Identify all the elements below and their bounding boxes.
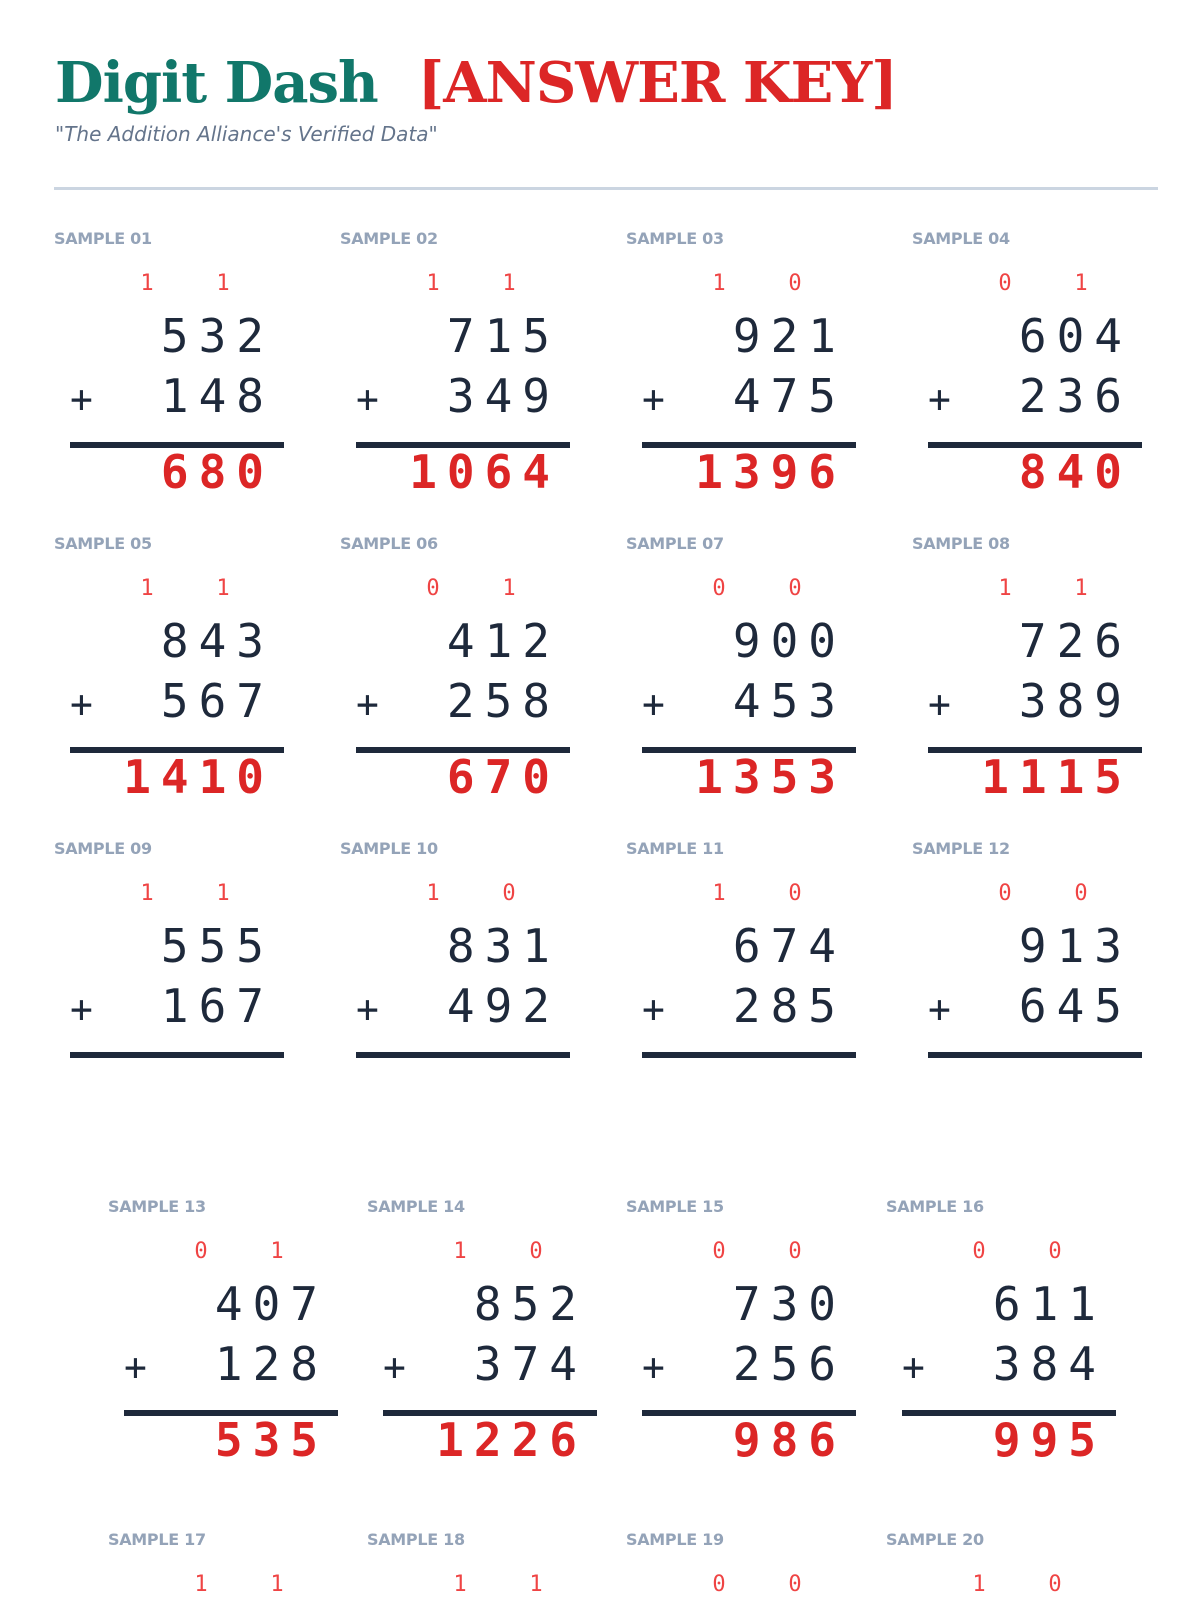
problem-label: SAMPLE 11 [626,839,724,858]
bottom-addend: 167 [160,979,274,1033]
problem-label: SAMPLE 19 [626,1530,724,1549]
problem-card [626,839,846,1129]
answer-value: 1064 [409,445,560,499]
problem-card [886,1530,1106,1600]
carry-digit: 1 [529,1572,543,1597]
problem-card [367,1197,587,1487]
bottom-addend: 349 [446,369,560,423]
carry-digit: 0 [1048,1572,1062,1597]
bottom-addend: 258 [446,674,560,728]
page-subtitle: "The Addition Alliance's Verified Data" [55,122,438,146]
carry-digit: 1 [140,271,154,296]
problem-card [108,1530,328,1600]
top-addend: 604 [1018,309,1132,363]
carry-digit: 0 [998,881,1012,906]
answer-value: 670 [446,750,560,804]
carry-digit: 0 [712,576,726,601]
problem-card [912,839,1132,1129]
carry-digit: 0 [194,1239,208,1264]
plus-sign: + [356,987,379,1031]
carry-digit: 1 [194,1572,208,1597]
problem-card [626,1197,846,1487]
carry-digit: 1 [502,576,516,601]
problem-card [626,534,846,824]
worksheet-header [55,50,897,146]
carry-digit: 0 [788,271,802,296]
plus-sign: + [902,1345,925,1389]
bottom-addend: 389 [1018,674,1132,728]
carry-digit: 1 [270,1239,284,1264]
carry-digit: 1 [972,1572,986,1597]
bottom-addend: 567 [160,674,274,728]
carry-digit: 0 [1074,881,1088,906]
problem-card [367,1530,587,1600]
carry-digit: 1 [453,1572,467,1597]
top-addend: 412 [446,614,560,668]
problem-label: SAMPLE 16 [886,1197,984,1216]
problem-card [340,839,560,1129]
problem-label: SAMPLE 18 [367,1530,465,1549]
plus-sign: + [383,1345,406,1389]
header-divider [54,187,1158,190]
problem-label: SAMPLE 01 [54,229,152,248]
plus-sign: + [70,987,93,1031]
problem-card [54,839,274,1129]
problem-card [54,229,274,519]
bottom-addend: 236 [1018,369,1132,423]
page-title: Digit Dash [55,50,378,116]
carry-digit: 1 [426,881,440,906]
problem-label: SAMPLE 17 [108,1530,206,1549]
problem-label: SAMPLE 14 [367,1197,465,1216]
carry-digit: 1 [140,881,154,906]
plus-sign: + [70,682,93,726]
carry-digit: 0 [502,881,516,906]
bottom-addend: 128 [214,1337,328,1391]
title-row [55,50,897,116]
answer-value: 1115 [981,750,1132,804]
answer-value: 535 [214,1413,328,1467]
problem-card [108,1197,328,1487]
answer-value: 680 [160,445,274,499]
carry-digit: 0 [788,881,802,906]
top-addend: 921 [732,309,846,363]
answer-value: 840 [1018,445,1132,499]
problem-label: SAMPLE 02 [340,229,438,248]
answer-value: 986 [732,1413,846,1467]
carry-digit: 1 [1074,576,1088,601]
answer-value: 1226 [436,1413,587,1467]
answer-value: 1410 [123,750,274,804]
problem-label: SAMPLE 07 [626,534,724,553]
carry-digit: 0 [426,576,440,601]
carry-digit: 1 [216,576,230,601]
top-addend: 555 [160,919,274,973]
top-addend: 532 [160,309,274,363]
problem-label: SAMPLE 10 [340,839,438,858]
problem-label: SAMPLE 04 [912,229,1010,248]
problem-label: SAMPLE 15 [626,1197,724,1216]
plus-sign: + [928,682,951,726]
top-addend: 913 [1018,919,1132,973]
carry-digit: 0 [712,1572,726,1597]
problem-label: SAMPLE 09 [54,839,152,858]
top-addend: 843 [160,614,274,668]
carry-digit: 1 [1074,271,1088,296]
top-addend: 674 [732,919,846,973]
plus-sign: + [642,987,665,1031]
bottom-addend: 384 [992,1337,1106,1391]
problem-label: SAMPLE 20 [886,1530,984,1549]
carry-digit: 0 [998,271,1012,296]
carry-digit: 1 [712,271,726,296]
carry-digit: 1 [140,576,154,601]
sum-bar [928,1052,1142,1058]
problem-label: SAMPLE 13 [108,1197,206,1216]
problem-label: SAMPLE 08 [912,534,1010,553]
problem-label: SAMPLE 03 [626,229,724,248]
answer-value: 1353 [695,750,846,804]
carry-digit: 0 [788,1572,802,1597]
bottom-addend: 453 [732,674,846,728]
carry-digit: 1 [453,1239,467,1264]
top-addend: 407 [214,1277,328,1331]
problem-card [912,229,1132,519]
top-addend: 831 [446,919,560,973]
bottom-addend: 285 [732,979,846,1033]
problem-label: SAMPLE 12 [912,839,1010,858]
plus-sign: + [642,1345,665,1389]
bottom-addend: 475 [732,369,846,423]
carry-digit: 1 [216,881,230,906]
top-addend: 852 [473,1277,587,1331]
problem-label: SAMPLE 06 [340,534,438,553]
carry-digit: 0 [788,1239,802,1264]
top-addend: 730 [732,1277,846,1331]
plus-sign: + [928,987,951,1031]
plus-sign: + [356,377,379,421]
plus-sign: + [70,377,93,421]
top-addend: 726 [1018,614,1132,668]
sum-bar [70,1052,284,1058]
bottom-addend: 148 [160,369,274,423]
top-addend: 611 [992,1277,1106,1331]
carry-digit: 0 [712,1239,726,1264]
carry-digit: 1 [712,881,726,906]
answer-key-label: [ANSWER KEY] [417,50,897,116]
top-addend: 715 [446,309,560,363]
answer-value: 1396 [695,445,846,499]
carry-digit: 1 [998,576,1012,601]
carry-digit: 1 [426,271,440,296]
problem-label: SAMPLE 05 [54,534,152,553]
problem-card [626,1530,846,1600]
bottom-addend: 645 [1018,979,1132,1033]
top-addend: 900 [732,614,846,668]
sum-bar [356,1052,570,1058]
carry-digit: 0 [1048,1239,1062,1264]
carry-digit: 1 [502,271,516,296]
answer-value: 995 [992,1413,1106,1467]
problem-card [912,534,1132,824]
plus-sign: + [356,682,379,726]
carry-digit: 1 [216,271,230,296]
plus-sign: + [124,1345,147,1389]
bottom-addend: 374 [473,1337,587,1391]
problem-card [626,229,846,519]
carry-digit: 0 [788,576,802,601]
bottom-addend: 256 [732,1337,846,1391]
problem-card [340,534,560,824]
plus-sign: + [642,682,665,726]
bottom-addend: 492 [446,979,560,1033]
sum-bar [642,1052,856,1058]
problem-card [340,229,560,519]
carry-digit: 0 [972,1239,986,1264]
problem-card [886,1197,1106,1487]
problem-card [54,534,274,824]
carry-digit: 0 [529,1239,543,1264]
plus-sign: + [642,377,665,421]
plus-sign: + [928,377,951,421]
carry-digit: 1 [270,1572,284,1597]
